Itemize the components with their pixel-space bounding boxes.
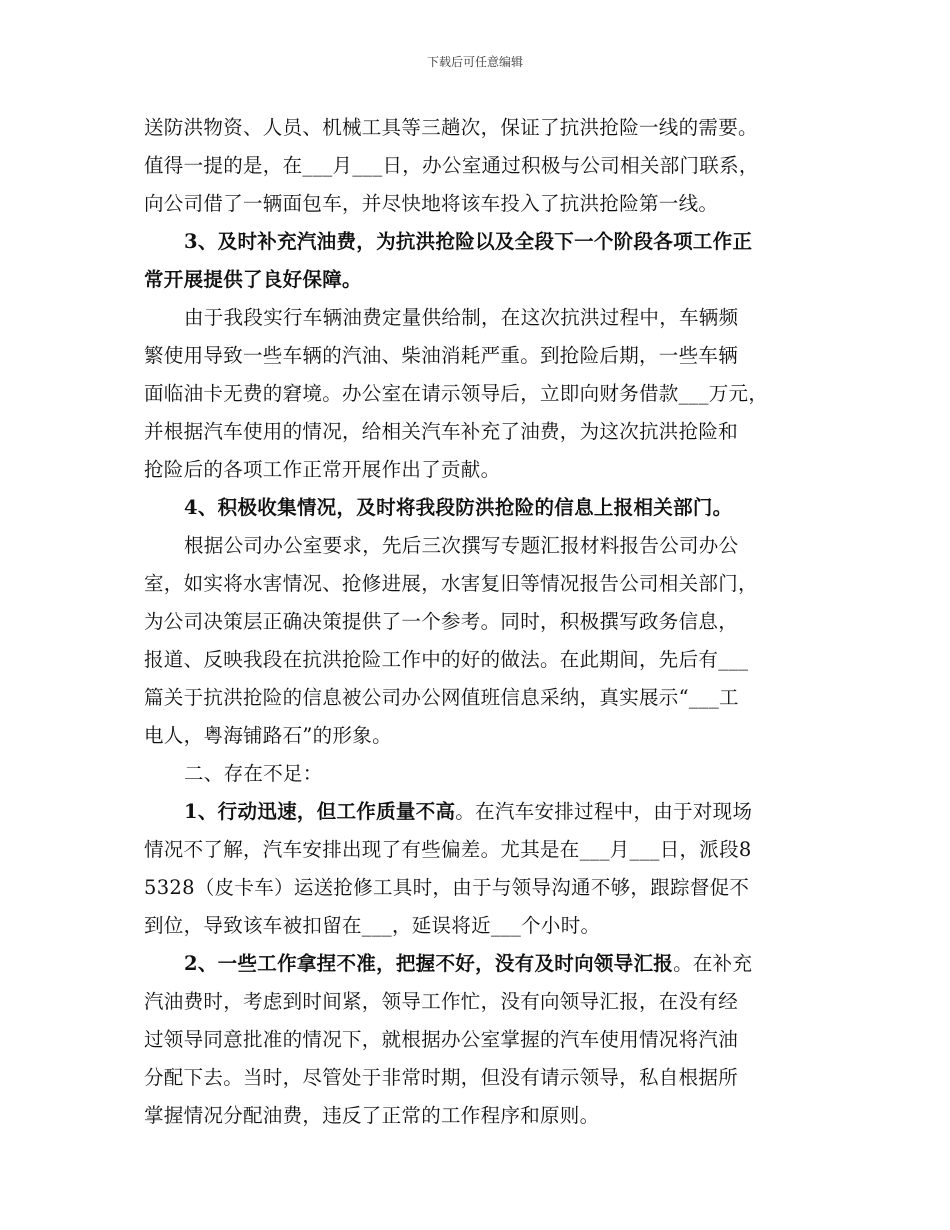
paragraph-line: 情况不了解，汽车安排出现了有些偏差。尤其是在___月___日，派段8 (144, 838, 752, 861)
paragraph-line: 面临油卡无费的窘境。办公室在请示领导后，立即向财务借款___万元， (144, 382, 769, 405)
paragraph-line: 为公司决策层正确决策提供了一个参考。同时，积极撰写政务信息， (144, 610, 739, 633)
paragraph-line: 送防洪物资、人员、机械工具等三趟次，保证了抗洪抢险一线的需要。 (144, 116, 758, 139)
paragraph-line: 抢险后的各项工作正常开展作出了贡献。 (144, 458, 501, 481)
paragraph-line: 室，如实将水害情况、抢修进展，水害复旧等情况报告公司相关部门， (144, 572, 758, 595)
item-1-heading: 1、行动迅速，但工作质量不高 (184, 800, 456, 823)
paragraph-line: 过领导同意批准的情况下，就根据办公室掌握的汽车使用情况将汽油 (144, 1028, 739, 1051)
paragraph-line: 繁使用导致一些车辆的汽油、柴油消耗严重。到抢险后期，一些车辆 (144, 344, 739, 367)
paragraph-line: 到位，导致该车被扣留在___，延误将近___个小时。 (144, 914, 601, 937)
paragraph-line: 由于我段实行车辆油费定量供给制，在这次抗洪过程中，车辆频 (184, 306, 739, 329)
item-2-heading: 2、一些工作拿捏不准，把握不好，没有及时向领导汇报 (184, 952, 674, 975)
paragraph-line: 掌握情况分配油费，违反了正常的工作程序和原则。 (144, 1104, 600, 1127)
section-heading-4: 4、积极收集情况，及时将我段防洪抢险的信息上报相关部门。 (184, 496, 733, 519)
item-2-text: 。在补充 (673, 952, 753, 975)
paragraph-line: 并根据汽车使用的情况，给相关汽车补充了油费，为这次抗洪抢险和 (144, 420, 739, 443)
section-heading-3: 3、及时补充汽油费，为抗洪抢险以及全段下一个阶段各项工作正 (184, 230, 753, 253)
paragraph-line: 汽油费时，考虑到时间紧，领导工作忙，没有向领导汇报，在没有经 (144, 990, 739, 1013)
item-1-text: 。在汽车安排过程中，由于对现场 (455, 800, 753, 823)
paragraph-line: 篇关于抗洪抢险的信息被公司办公网值班信息采纳，真实展示“___工 (144, 686, 739, 709)
paragraph-line: 5328（皮卡车）运送抢修工具时，由于与领导沟通不够，跟踪督促不 (144, 876, 750, 899)
item-2-line (184, 948, 824, 976)
section-heading-deficiencies: 二、存在不足： (184, 762, 323, 785)
page-header: 下载后可任意编辑 (426, 55, 523, 69)
paragraph-line: 向公司借了一辆面包车，并尽快地将该车投入了抗洪抢险第一线。 (144, 192, 719, 215)
paragraph-line: 电人，粤海铺路石”的形象。 (144, 724, 392, 747)
item-1-line (184, 796, 824, 824)
paragraph-line: 值得一提的是，在___月___日，办公室通过积极与公司相关部门联系， (144, 154, 759, 177)
section-heading-3-cont: 常开展提供了良好保障。 (144, 268, 362, 291)
paragraph-line: 报道、反映我段在抗洪抢险工作中的好的做法。在此期间，先后有___ (144, 648, 749, 671)
paragraph-line: 分配下去。当时，尽管处于非常时期，但没有请示领导，私自根据所 (144, 1066, 739, 1089)
paragraph-line: 根据公司办公室要求，先后三次撰写专题汇报材料报告公司办公 (184, 534, 739, 557)
